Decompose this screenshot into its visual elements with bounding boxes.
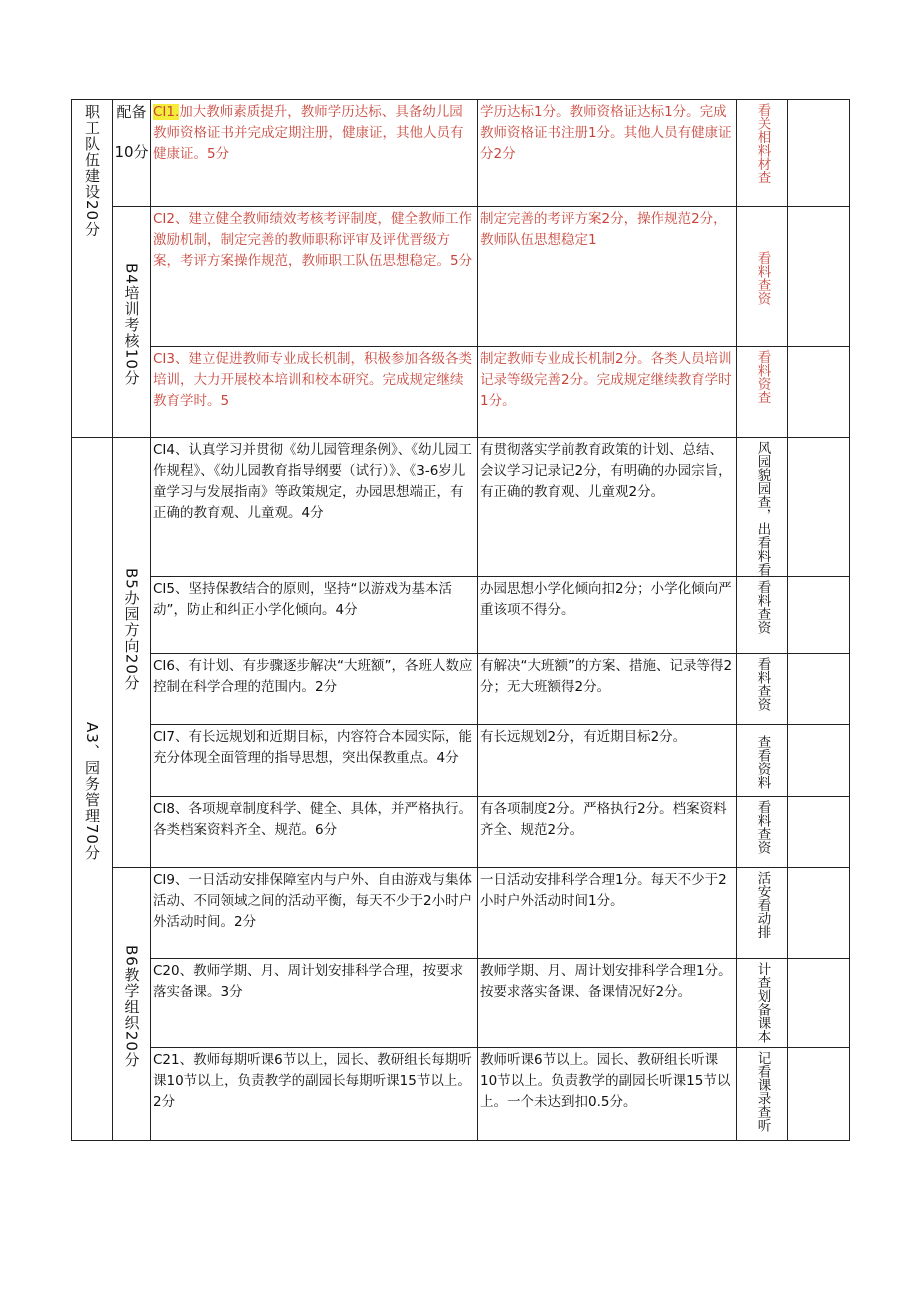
b-category-cell (113, 207, 151, 438)
criteria-text: 加大教师素质提升，教师学历达标、具备幼儿园教师资格证书并完成定期注册，健康证，其他人员有健康证。5分 (153, 104, 464, 162)
criteria-cell (151, 577, 478, 654)
scoring-text: 有长远规划2分，有近期目标2分。 (480, 729, 687, 745)
criteria-id: CI1. (153, 104, 180, 120)
criteria-cell (151, 438, 478, 577)
criteria-text: CI4、认真学习并贯彻《幼儿园管理条例》、《幼儿园工作规程》、《幼儿园教育指导纲要（试行）》、《3-6岁儿童学习与发展指南》等政策规定，办园思想端正，有正确的教育观、儿童观。4分 (153, 442, 472, 521)
scoring-cell (478, 207, 737, 347)
check-text: 看料查资 (754, 251, 771, 305)
score-cell (788, 725, 850, 797)
criteria-cell (151, 100, 478, 207)
scoring-cell (478, 725, 737, 797)
check-text: 查看资料 (754, 735, 771, 789)
check-text: 看料查资 (754, 580, 771, 634)
check-text: 看料查资 (754, 657, 771, 711)
b-category-label: B5办园方向20分 (122, 568, 141, 691)
criteria-cell (151, 347, 478, 438)
scoring-text: 一日活动安排科学合理1分。每天不少于2小时户外活动时间1分。 (480, 872, 727, 909)
b-category-label: B4培训考核10分 (122, 262, 141, 386)
score-cell (788, 207, 850, 347)
a-category-label: A3、园务管理70分 (83, 721, 101, 861)
table-row (72, 577, 850, 654)
b-category-label-bottom: 10分 (114, 143, 149, 161)
scoring-text: 教师听课6节以上。园长、教研组长听课10节以上。负责教学的副园长听课15节以上。一个未达到扣0.5分。 (480, 1052, 731, 1110)
scoring-text: 制定教师专业成长机制2分。各类人员培训记录等级完善2分。完成规定继续教育学时1分。 (480, 351, 732, 409)
table-row (72, 725, 850, 797)
check-cell (737, 725, 788, 797)
criteria-text: CI8、各项规章制度科学、健全、具体，并严格执行。各类档案资料齐全、规范。6分 (153, 801, 472, 838)
scoring-cell (478, 100, 737, 207)
criteria-text: CI2、建立健全教师绩效考核考评制度，健全教师工作激励机制，制定完善的教师职称评审及评优晋级方案，考评方案操作规范，教师职工队伍思想稳定。5分 (153, 211, 473, 269)
check-text: 记看课录查听 (754, 1051, 771, 1132)
criteria-text: CI3、建立促进教师专业成长机制，积极参加各级各类培训，大力开展校本培训和校本研究。完成规定继续教育学时。5 (153, 351, 472, 409)
table-row (72, 654, 850, 725)
scoring-cell (478, 797, 737, 868)
check-text: 看料查资 (754, 800, 771, 854)
score-cell (788, 868, 850, 959)
b-category-label: B6教学组织20分 (122, 944, 141, 1068)
scoring-text: 有贯彻落实学前教育政策的计划、总结、会议学习记录记2分，有明确的办园宗旨，有正确的教育观、儿童观2分。 (480, 442, 732, 500)
check-cell (737, 868, 788, 959)
score-cell (788, 654, 850, 725)
check-text: 看关相料材查 (754, 103, 771, 184)
check-cell (737, 654, 788, 725)
criteria-cell (151, 1048, 478, 1141)
a-category-label: 职工队伍建设20分 (83, 104, 101, 238)
scoring-cell (478, 347, 737, 438)
check-cell (737, 207, 788, 347)
check-cell (737, 577, 788, 654)
check-cell (737, 959, 788, 1048)
criteria-text: CI5、坚持保教结合的原则，坚持“以游戏为基本活动”，防止和纠正小学化倾向。4分 (153, 581, 452, 618)
score-cell (788, 577, 850, 654)
criteria-cell (151, 959, 478, 1048)
scoring-cell (478, 868, 737, 959)
scoring-cell (478, 577, 737, 654)
a-category-cell (72, 100, 113, 438)
scoring-text: 有解决“大班额”的方案、措施、记录等得2分；无大班额得2分。 (480, 658, 733, 695)
score-cell (788, 1048, 850, 1141)
scoring-cell (478, 1048, 737, 1141)
score-cell (788, 100, 850, 207)
check-cell (737, 100, 788, 207)
table-row (72, 207, 850, 347)
check-text: 活安看动排 (754, 871, 771, 939)
score-cell (788, 797, 850, 868)
a-category-cell (72, 438, 113, 1141)
criteria-cell (151, 725, 478, 797)
table-row (72, 1048, 850, 1141)
criteria-cell (151, 207, 478, 347)
check-cell (737, 347, 788, 438)
check-text: 风园貌园查，出看料看 (754, 441, 771, 576)
scoring-text: 制定完善的考评方案2分，操作规范2分，教师队伍思想稳定1 (480, 211, 727, 248)
scoring-text: 办园思想小学化倾向扣2分；小学化倾向严重该项不得分。 (480, 581, 732, 618)
score-cell (788, 438, 850, 577)
criteria-text: CI6、有计划、有步骤逐步解决“大班额”，各班人数应控制在科学合理的范围内。2分 (153, 658, 473, 695)
check-text: 看料资查 (754, 350, 771, 404)
scoring-cell (478, 959, 737, 1048)
scoring-cell (478, 438, 737, 577)
check-text: 计查划备课本 (754, 962, 771, 1043)
table-row (72, 959, 850, 1048)
check-cell (737, 438, 788, 577)
criteria-cell (151, 868, 478, 959)
check-cell (737, 797, 788, 868)
scoring-text: 教师学期、月、周计划安排科学合理1分。按要求落实备课、备课情况好2分。 (480, 963, 732, 1000)
table-row (72, 100, 850, 207)
b-category-cell (113, 868, 151, 1141)
criteria-text: C21、教师每期听课6节以上，园长、教研组长每期听课10节以上，负责教学的副园长每期听课15节以上。2分 (153, 1052, 472, 1110)
table-row (72, 438, 850, 577)
score-cell (788, 959, 850, 1048)
evaluation-table (71, 99, 850, 1141)
b-category-cell (113, 100, 151, 207)
scoring-text: 学历达标1分。教师资格证达标1分。完成教师资格证书注册1分。其他人员有健康证分2分 (480, 104, 732, 162)
criteria-cell (151, 797, 478, 868)
table-row (72, 797, 850, 868)
b-category-cell (113, 438, 151, 868)
scoring-text: 有各项制度2分。严格执行2分。档案资料齐全、规范2分。 (480, 801, 727, 838)
criteria-cell (151, 654, 478, 725)
table-row (72, 868, 850, 959)
b-category-label-top: 配备 (116, 103, 147, 121)
table-row (72, 347, 850, 438)
criteria-text: C20、教师学期、月、周计划安排科学合理，按要求落实备课。3分 (153, 963, 464, 1000)
scoring-cell (478, 654, 737, 725)
check-cell (737, 1048, 788, 1141)
criteria-text: CI9、一日活动安排保障室内与户外、自由游戏与集体活动、不同领域之间的活动平衡，每天不少于2小时户外活动时间。2分 (153, 872, 473, 930)
criteria-text: CI7、有长远规划和近期目标，内容符合本园实际，能充分体现全面管理的指导思想，突出保教重点。4分 (153, 729, 472, 766)
score-cell (788, 347, 850, 438)
